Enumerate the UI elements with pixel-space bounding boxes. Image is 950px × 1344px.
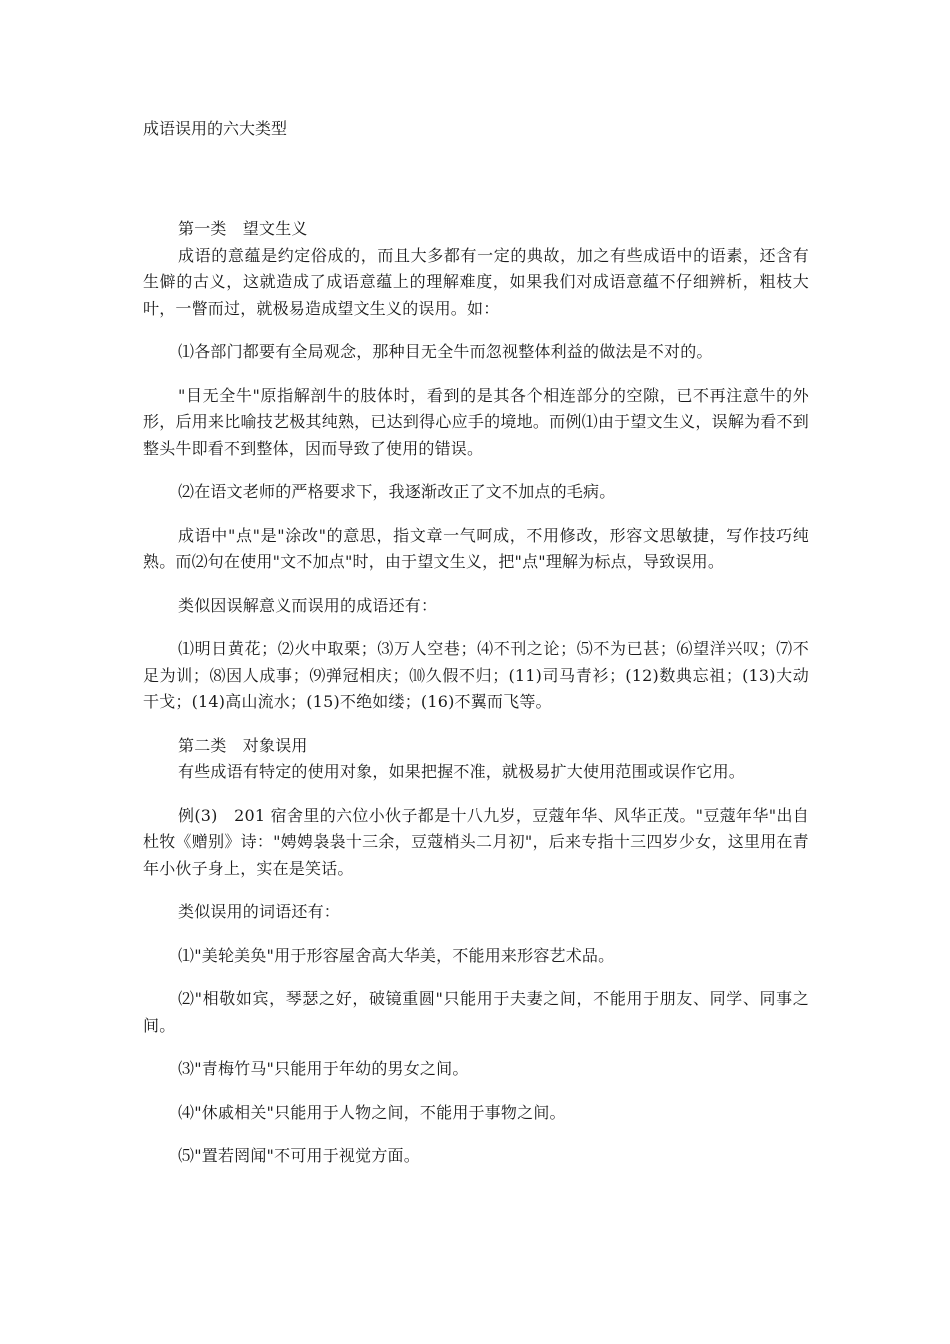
example-1-note: "目无全牛"原指解剖牛的肢体时，看到的是其各个相连部分的空隙，已不再注意牛的外形，后用来比喻技艺极其纯熟，已达到得心应手的境地。而例⑴由于望文生义，误解为看不到整头牛即看不到整体，因而导致了使用的错误。 [143, 385, 809, 458]
section-1-idiom-list: ⑴明日黄花；⑵火中取栗；⑶万人空巷；⑷不刊之论；⑸不为已甚；⑹望洋兴叹；⑺不足为训；⑻因人成事；⑼弹冠相庆；⑽久假不归；(11)司马青衫；(12)数典忘祖；(13)大动干戈；(14)高山流水；(15)不绝如缕；(16)不翼而飞等。 [143, 639, 809, 711]
section-2-item-5: ⑸"置若罔闻"不可用于视觉方面。 [178, 1146, 420, 1165]
example-1: ⑴各部门都要有全局观念，那种目无全牛而忽视整体利益的做法是不对的。 [178, 342, 713, 361]
section-2-item-1: ⑴"美轮美奂"用于形容屋舍高大华美，不能用来形容艺术品。 [178, 945, 615, 965]
section-2-intro: 有些成语有特定的使用对象，如果把握不准，就极易扩大使用范围或误作它用。 [178, 762, 746, 781]
section-2-item-3: ⑶"青梅竹马"只能用于年幼的男女之间。 [178, 1059, 469, 1078]
section-1-similar: 类似因误解意义而误用的成语还有： [178, 595, 438, 615]
section-2-heading: 第二类 对象误用 [178, 735, 308, 755]
document-body [143, 216, 809, 1170]
document-title: 成语误用的六大类型 [143, 119, 288, 138]
section-2-item-4: ⑷"休戚相关"只能用于人物之间，不能用于事物之间。 [178, 1102, 566, 1122]
section-1-heading: 第一类 望文生义 [178, 219, 308, 238]
example-2-note: 成语中"点"是"涂改"的意思，指文章一气呵成，不用修改，形容文思敏捷，写作技巧纯熟。而⑵句在使用"文不加点"时，由于望文生义，把"点"理解为标点，导致误用。 [143, 525, 809, 571]
example-3: 例(3) 201 宿舍里的六位小伙子都是十八九岁，豆蔻年华、风华正茂。"豆蔻年华"出自杜牧《赠别》诗："娉娉袅袅十三余，豆蔻梢头二月初"，后来专指十三四岁少女，这里用在青年小伙子身上，实在是笑话。 [143, 805, 809, 878]
section-2-similar: 类似误用的词语还有： [178, 902, 341, 921]
section-2-item-2: ⑵"相敬如宾，琴瑟之好，破镜重圆"只能用于夫妻之间，不能用于朋友、同学、同事之间。 [143, 989, 809, 1035]
section-1-intro: 成语的意蕴是约定俗成的，而且大多都有一定的典故，加之有些成语中的语素，还含有生僻的古义，这就造成了成语意蕴上的理解难度，如果我们对成语意蕴不仔细辨析，粗枝大叶，一瞥而过，就极易造成望文生义的误用。如： [143, 245, 809, 318]
example-2: ⑵在语文老师的严格要求下，我逐渐改正了文不加点的毛病。 [178, 482, 616, 501]
